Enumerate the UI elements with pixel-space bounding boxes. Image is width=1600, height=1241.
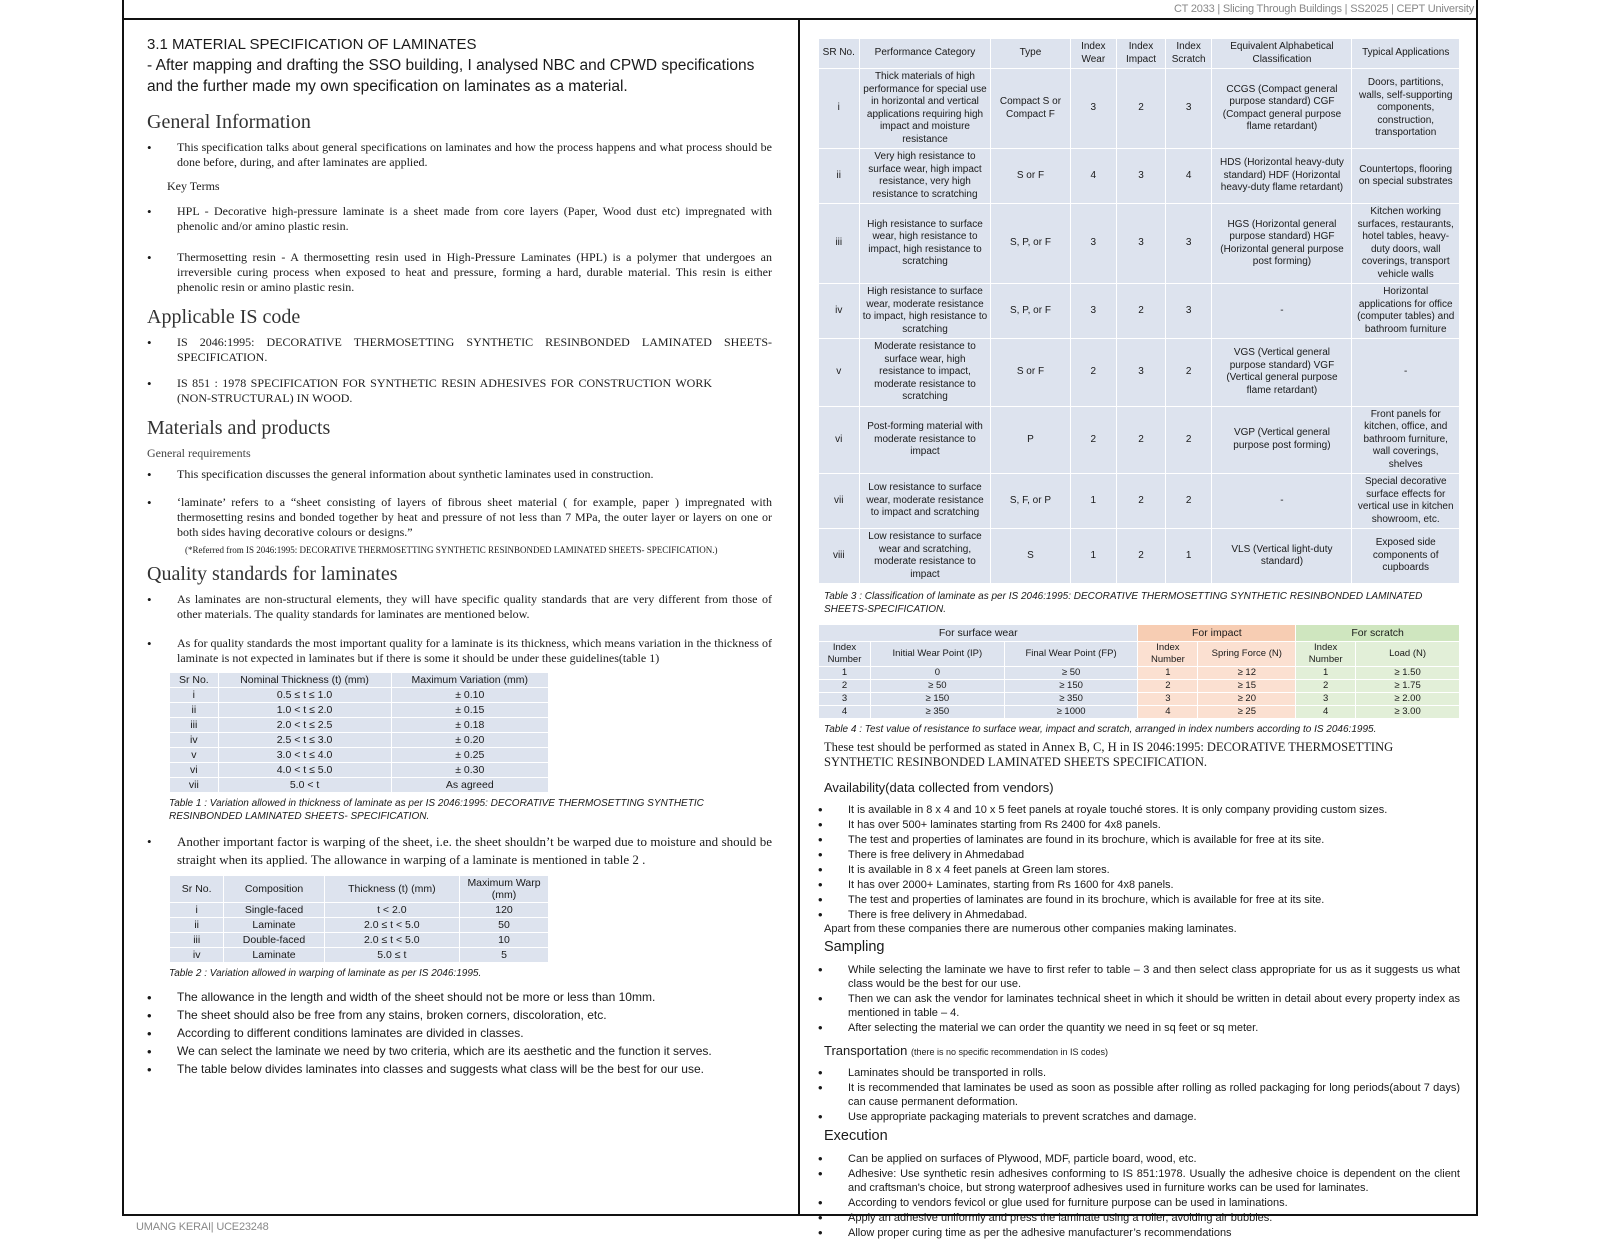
table-cell: 3	[1117, 339, 1166, 407]
table-cell: 3	[1070, 204, 1117, 284]
table-cell: -	[1212, 474, 1352, 529]
table-cell: 5	[460, 948, 549, 963]
table-cell: VLS (Vertical light-duty standard)	[1212, 529, 1352, 584]
table-cell: VGS (Vertical general purpose standard) VGF (Vertical general purpose flame retardant)	[1212, 339, 1352, 407]
table-cell: Compact S or Compact F	[991, 69, 1070, 149]
table-cell: ≥ 150	[1004, 680, 1138, 693]
list-item: • The test and properties of laminates are found in its brochure, which is available for free at its site.	[818, 833, 1460, 847]
table-cell: ≥ 350	[870, 706, 1004, 719]
table-row	[819, 149, 1460, 204]
table-cell: ≥ 1.75	[1356, 680, 1460, 693]
table-cell: vi	[819, 406, 860, 474]
table-cell: Moderate resistance to surface wear, high resistance to impact, moderate resistance to scratching	[859, 339, 991, 407]
column-header: Performance Category	[859, 39, 991, 69]
column-header: Final Wear Point (FP)	[1004, 642, 1138, 667]
table-cell: 2.5 < t ≤ 3.0	[218, 733, 391, 748]
warp-table	[169, 875, 549, 963]
table-cell: 4	[1138, 706, 1198, 719]
table-cell: HGS (Horizontal general purpose standard) HGF (Horizontal general purpose post forming)	[1212, 204, 1352, 284]
list-item: • The test and properties of laminates are found in its brochure, which is available for free at its site.	[818, 893, 1460, 907]
list-item: • The allowance in the length and width of the sheet should not be more or less than 10mm.	[147, 990, 772, 1005]
table-cell: viii	[819, 529, 860, 584]
table-cell: 2	[1165, 474, 1212, 529]
table-cell: 1	[1070, 529, 1117, 584]
column-header: Maximum Variation (mm)	[391, 673, 549, 688]
table-cell: iii	[170, 933, 224, 948]
table-cell: 2	[1070, 406, 1117, 474]
table-row	[170, 903, 549, 918]
list-item: • The sheet should also be free from any stains, broken corners, discoloration, etc.	[147, 1008, 772, 1023]
table-cell: 3	[1165, 204, 1212, 284]
page-title: 3.1 MATERIAL SPECIFICATION OF LAMINATES	[147, 36, 477, 53]
table-cell: Post-forming material with moderate resistance to impact	[859, 406, 991, 474]
table-cell: 2	[1165, 406, 1212, 474]
execution-heading: Execution	[824, 1128, 888, 1144]
table-row	[170, 718, 549, 733]
column-header: Composition	[224, 876, 324, 903]
table-cell: vii	[819, 474, 860, 529]
group-header: For surface wear	[819, 625, 1138, 642]
table-cell: 3	[1296, 693, 1356, 706]
table-cell: S, F, or P	[991, 474, 1070, 529]
table-cell: Single-faced	[224, 903, 324, 918]
general-info-list	[147, 140, 772, 170]
table-cell: Thick materials of high performance for special use in horizontal and vertical applications requiring high impact and moisture resistance	[859, 69, 991, 149]
table-group-header-row	[819, 625, 1460, 642]
table-cell: Front panels for kitchen, office, and bathroom furniture, wall coverings, shelves	[1352, 406, 1460, 474]
table-cell: i	[170, 903, 224, 918]
table-cell: Exposed side components of cupboards	[1352, 529, 1460, 584]
key-terms-label: Key Terms	[167, 179, 220, 193]
list-item: • It is available in 8 x 4 and 10 x 5 feet panels at royale touché stores. It is only company providing custom sizes.	[818, 803, 1460, 817]
list-item: • ‘laminate’ refers to a “sheet consisting of layers of fibrous sheet material ( for example, paper ) impregnated with thermosetting resins and bonded together by heat and pressure of not less than 7 MPa, the outer layer or layers on one or both sides having decorative colours or designs.”	[147, 495, 772, 540]
column-header: Sr No.	[170, 673, 219, 688]
table1-caption: Table 1 : Variation allowed in thickness of laminate as per IS 2046:1995: DECORATIVE THERMOSETTING SYNTHETIC RESINBONDED LAMINATED SHEETS- SPECIFICATION.	[169, 798, 704, 822]
table-cell: ≥ 1.50	[1356, 667, 1460, 680]
table-cell: Laminate	[224, 948, 324, 963]
table-cell: High resistance to surface wear, high resistance to impact, high resistance to scratching	[859, 204, 991, 284]
table-cell: ≥ 12	[1198, 667, 1296, 680]
table-row	[819, 284, 1460, 339]
table-cell: ≥ 3.00	[1356, 706, 1460, 719]
table-cell: ± 0.18	[391, 718, 549, 733]
table-row	[819, 693, 1460, 706]
table-cell: t < 2.0	[324, 903, 459, 918]
table-cell: 1	[1296, 667, 1356, 680]
page-header: CT 2033 | Slicing Through Buildings | SS2025 | CEPT University	[1173, 3, 1474, 15]
warp-list	[147, 833, 772, 869]
availability-heading: Availability(data collected from vendors)	[824, 780, 1054, 795]
group-header: For scratch	[1296, 625, 1460, 642]
table-cell: ii	[170, 703, 219, 718]
table-cell: 4	[1296, 706, 1356, 719]
list-item: • Adhesive: Use synthetic resin adhesives conforming to IS 851:1978. Usually the adhesive choice is dependent on the client and craftsman's choice, but strong waterproof adhesives used in furniture works can be used for laminates.	[818, 1167, 1460, 1195]
table-row	[170, 763, 549, 778]
column-header: Type	[991, 39, 1070, 69]
table-row	[819, 69, 1460, 149]
column-header: Index Number	[1296, 642, 1356, 667]
left-column	[147, 36, 772, 1080]
table-cell: 3.0 < t ≤ 4.0	[218, 748, 391, 763]
column-header: Nominal Thickness (t) (mm)	[218, 673, 391, 688]
table-cell: ± 0.10	[391, 688, 549, 703]
is-code-heading: Applicable IS code	[147, 306, 301, 328]
table-cell: i	[819, 69, 860, 149]
list-item: • According to different conditions laminates are divided in classes.	[147, 1026, 772, 1041]
thickness-table	[169, 672, 549, 793]
table2-caption: Table 2 : Variation allowed in warping of laminate as per IS 2046:1995.	[169, 968, 482, 979]
table-cell: Horizontal applications for office (computer tables) and bathroom furniture	[1352, 284, 1460, 339]
table-cell: ≥ 15	[1198, 680, 1296, 693]
quality-list	[147, 592, 772, 666]
list-item: • It is recommended that laminates be used as soon as possible after rolling as rolled packaging for long periods(about 7 days) can cause permanent deformation.	[818, 1081, 1460, 1109]
list-item: • It has over 500+ laminates starting from Rs 2400 for 4x8 panels.	[818, 818, 1460, 832]
table-cell: 5.0 < t	[218, 778, 391, 793]
table-cell: Countertops, flooring on special substrates	[1352, 149, 1460, 204]
table-cell: ≥ 50	[1004, 667, 1138, 680]
column-header: Index Wear	[1070, 39, 1117, 69]
list-item: • There is free delivery in Ahmedabad.	[818, 908, 1460, 922]
table-cell: iv	[819, 284, 860, 339]
table3-caption: Table 3 : Classification of laminate as per IS 2046:1995: DECORATIVE THERMOSETTING SYNTHETIC RESINBONDED LAMINATED SHEETS-SPECIFICATION.	[824, 591, 1423, 615]
table-cell: vi	[170, 763, 219, 778]
table-cell: v	[819, 339, 860, 407]
table-cell: 1.0 < t ≤ 2.0	[218, 703, 391, 718]
list-item: • The table below divides laminates into classes and suggests what class will be the best for our use.	[147, 1062, 772, 1077]
table-cell: ≥ 20	[1198, 693, 1296, 706]
table-cell: ± 0.20	[391, 733, 549, 748]
table-cell: 3	[819, 693, 871, 706]
table-row	[819, 667, 1460, 680]
table-cell: 3	[1070, 69, 1117, 149]
table-cell: 3	[1117, 204, 1166, 284]
table-cell: 3	[1117, 149, 1166, 204]
table-cell: 2.0 ≤ t < 5.0	[324, 933, 459, 948]
table-cell: 2	[1138, 680, 1198, 693]
table-cell: 4	[1165, 149, 1212, 204]
table-row	[170, 778, 549, 793]
table-row	[819, 529, 1460, 584]
table-row	[170, 918, 549, 933]
table-row	[170, 948, 549, 963]
table-cell: 3	[1165, 284, 1212, 339]
table-cell: -	[1212, 284, 1352, 339]
table-cell: Low resistance to surface wear and scratching, moderate resistance to impact	[859, 529, 991, 584]
table-cell: iv	[170, 733, 219, 748]
table-row	[819, 339, 1460, 407]
table-cell: 4	[819, 706, 871, 719]
table-cell: P	[991, 406, 1070, 474]
column-header: Index Impact	[1117, 39, 1166, 69]
list-item: • Can be applied on surfaces of Plywood, MDF, particle board, wood, etc.	[818, 1152, 1460, 1166]
table-cell: v	[170, 748, 219, 763]
sampling-heading: Sampling	[824, 939, 885, 955]
column-header: Index Number	[819, 642, 871, 667]
table4-caption: Table 4 : Test value of resistance to surface wear, impact and scratch, arranged in index numbers according to IS 2046:1995.	[824, 724, 1377, 735]
materials-list	[147, 467, 772, 540]
table-cell: ≥ 150	[870, 693, 1004, 706]
table-cell: 1	[1070, 474, 1117, 529]
test-values-table	[818, 624, 1460, 719]
quality-heading: Quality standards for laminates	[147, 563, 398, 585]
table-row	[170, 748, 549, 763]
table-cell: CCGS (Compact general purpose standard) CGF (Compact general purpose flame retardant)	[1212, 69, 1352, 149]
list-item: • This specification discusses the general information about synthetic laminates used in construction.	[147, 467, 772, 482]
right-column	[818, 38, 1460, 1241]
table-cell: 2	[1296, 680, 1356, 693]
table-cell: Double-faced	[224, 933, 324, 948]
column-header: Equivalent Alphabetical Classification	[1212, 39, 1352, 69]
list-item: • There is free delivery in Ahmedabad	[818, 848, 1460, 862]
table-cell: 2	[1117, 284, 1166, 339]
test-note: These test should be performed as stated in Annex B, C, H in IS 2046:1995: DECORATIVE THERMOSETTING SYNTHETIC RESINBONDED LAMINATED SHEETS SPECIFICATION.	[824, 740, 1394, 769]
table-cell: 2	[819, 680, 871, 693]
transportation-heading	[824, 1043, 1460, 1058]
execution-list	[818, 1152, 1460, 1240]
table-cell: iii	[170, 718, 219, 733]
table-cell: VGP (Vertical general purpose post forming)	[1212, 406, 1352, 474]
table-cell: S or F	[991, 339, 1070, 407]
table-cell: Doors, partitions, walls, self-supporting components, construction, transportation	[1352, 69, 1460, 149]
list-item: • Apply an adhesive uniformly and press the laminate using a roller, avoiding air bubbles.	[818, 1211, 1460, 1225]
column-header: Typical Applications	[1352, 39, 1460, 69]
transportation-list	[818, 1066, 1460, 1124]
table-header-row	[170, 673, 549, 688]
table-cell: S or F	[991, 149, 1070, 204]
column-header: Load (N)	[1356, 642, 1460, 667]
intro-text: - After mapping and drafting the SSO building, I analysed NBC and CPWD specifications and the further made my own specification on laminates as a material.	[147, 57, 755, 95]
table-cell: 2.0 ≤ t < 5.0	[324, 918, 459, 933]
table-cell: Very high resistance to surface wear, high impact resistance, very high resistance to scratching	[859, 149, 991, 204]
table-cell: S	[991, 529, 1070, 584]
column-divider	[798, 18, 800, 1216]
table-cell: ± 0.30	[391, 763, 549, 778]
table-cell: -	[1352, 339, 1460, 407]
list-item: • It has over 2000+ Laminates, starting from Rs 1600 for 4x8 panels.	[818, 878, 1460, 892]
column-header: Initial Wear Point (IP)	[870, 642, 1004, 667]
table-cell: 120	[460, 903, 549, 918]
list-item: • As laminates are non-structural elements, they will have specific quality standards that are very different from those of other materials. The quality standards for laminates are mentioned below.	[147, 592, 772, 622]
table-cell: vii	[170, 778, 219, 793]
table-header-row	[819, 642, 1460, 667]
column-header: Maximum Warp (mm)	[460, 876, 549, 903]
classification-table	[818, 38, 1460, 584]
table-cell: 4	[1070, 149, 1117, 204]
list-item: • Another important factor is warping of the sheet, i.e. the sheet shouldn’t be warped due to moisture and should be straight when its applied. The allowance in warping of a laminate is mentioned in table 2 .	[147, 833, 772, 869]
table-cell: 2	[1117, 406, 1166, 474]
table-row	[170, 703, 549, 718]
table-cell: 0.5 ≤ t ≤ 1.0	[218, 688, 391, 703]
reference-note: (*Referred from IS 2046:1995: DECORATIVE THERMOSETTING SYNTHETIC RESINBONDED LAMINATED SHEETS- SPECIFICATION.)	[185, 545, 718, 555]
column-header: Spring Force (N)	[1198, 642, 1296, 667]
table-cell: ± 0.25	[391, 748, 549, 763]
table-header-row	[819, 39, 1460, 69]
availability-note: Apart from these companies there are numerous other companies making laminates.	[824, 923, 1237, 935]
table-cell: 2	[1117, 474, 1166, 529]
group-header: For impact	[1138, 625, 1296, 642]
table-cell: 4.0 < t ≤ 5.0	[218, 763, 391, 778]
table-cell: 5.0 ≤ t	[324, 948, 459, 963]
table-cell: As agreed	[391, 778, 549, 793]
table-cell: ≥ 350	[1004, 693, 1138, 706]
table-cell: ≥ 1000	[1004, 706, 1138, 719]
list-item: • IS 2046:1995: DECORATIVE THERMOSETTING SYNTHETIC RESINBONDED LAMINATED SHEETS- SPECIFICATION.	[147, 335, 772, 365]
transportation-title: Transportation	[824, 1043, 908, 1058]
table-cell: ii	[819, 149, 860, 204]
column-header: Thickness (t) (mm)	[324, 876, 459, 903]
list-item: • Then we can ask the vendor for laminates technical sheet in which it should be written in detail about every property index as mentioned in table – 4.	[818, 992, 1460, 1020]
table-row	[170, 733, 549, 748]
table-cell: S, P, or F	[991, 204, 1070, 284]
general-info-heading: General Information	[147, 111, 311, 133]
table-row	[819, 706, 1460, 719]
column-header: SR No.	[819, 39, 860, 69]
list-item: • After selecting the material we can order the quantity we need in sq feet or sq meter.	[818, 1021, 1460, 1035]
table-row	[819, 406, 1460, 474]
table-cell: 2	[1165, 339, 1212, 407]
column-header: Index Scratch	[1165, 39, 1212, 69]
table-cell: ≥ 25	[1198, 706, 1296, 719]
list-item: • According to vendors fevicol or glue used for furniture purpose can be used in laminations.	[818, 1196, 1460, 1210]
list-item: • Allow proper curing time as per the adhesive manufacturer’s recommendations	[818, 1226, 1460, 1240]
table-cell: ii	[170, 918, 224, 933]
table-row	[170, 688, 549, 703]
table-cell: ≥ 2.00	[1356, 693, 1460, 706]
table-cell: Special decorative surface effects for vertical use in kitchen showroom, etc.	[1352, 474, 1460, 529]
table-row	[819, 204, 1460, 284]
table-cell: 3	[1070, 284, 1117, 339]
table-row	[819, 474, 1460, 529]
table-cell: ± 0.15	[391, 703, 549, 718]
list-item: • This specification talks about general specifications on laminates and how the process happens and what process should be done before, during, and after laminates are applied.	[147, 140, 772, 170]
is-code-list	[147, 335, 772, 406]
column-header: Index Number	[1138, 642, 1198, 667]
list-item: • Thermosetting resin - A thermosetting resin used in High-Pressure Laminates (HPL) is a polymer that undergoes an irreversible curing process when exposed to heat and pressure, forming a hard, durable material. This resin is either phenolic resin or amino plastic resin.	[147, 250, 772, 295]
table-cell: 1	[1165, 529, 1212, 584]
sampling-list	[818, 963, 1460, 1035]
key-terms-list	[147, 204, 772, 295]
table-cell: 3	[1138, 693, 1198, 706]
list-item: • While selecting the laminate we have to first refer to table – 3 and then select class appropriate for us as it suggests us what class would be the best for our use.	[818, 963, 1460, 991]
table-cell: 2	[1117, 529, 1166, 584]
list-item: • As for quality standards the most important quality for a laminate is its thickness, which means variation in the thickness of laminate is not expected in laminates but if there is some it should be under these guidelines(table 1)	[147, 636, 772, 666]
list-item: • HPL - Decorative high-pressure laminate is a sheet made from core layers (Paper, Wood dust etc) impregnated with phenolic and/or amino plastic resin.	[147, 204, 772, 234]
transportation-note: (there is no specific recommendation in IS codes)	[910, 1047, 1109, 1057]
table-cell: iii	[819, 204, 860, 284]
table-cell: HDS (Horizontal heavy-duty standard) HDF (Horizontal heavy-duty flame retardant)	[1212, 149, 1352, 204]
table-cell: Low resistance to surface wear, moderate resistance to impact and scratching	[859, 474, 991, 529]
table-cell: 10	[460, 933, 549, 948]
table-cell: 0	[870, 667, 1004, 680]
list-item: • We can select the laminate we need by two criteria, which are its aesthetic and the function it serves.	[147, 1044, 772, 1059]
table-cell: High resistance to surface wear, moderate resistance to impact, high resistance to scratching	[859, 284, 991, 339]
table-row	[819, 680, 1460, 693]
list-item: • Use appropriate packaging materials to prevent scratches and damage.	[818, 1110, 1460, 1124]
table-cell: 2.0 < t ≤ 2.5	[218, 718, 391, 733]
table-cell: Kitchen working surfaces, restaurants, hotel tables, heavy-duty doors, wall coverings, transport vehicle walls	[1352, 204, 1460, 284]
list-item: • It is available in 8 x 4 feet panels at Green lam stores.	[818, 863, 1460, 877]
table-cell: 2	[1117, 69, 1166, 149]
table-cell: ≥ 50	[870, 680, 1004, 693]
materials-heading: Materials and products	[147, 417, 331, 439]
table-cell: 50	[460, 918, 549, 933]
table-cell: 3	[1165, 69, 1212, 149]
table-header-row	[170, 876, 549, 903]
table-cell: S, P, or F	[991, 284, 1070, 339]
table-cell: 1	[819, 667, 871, 680]
column-header: Sr No.	[170, 876, 224, 903]
availability-list	[818, 803, 1460, 922]
final-quality-list	[147, 990, 772, 1077]
table-cell: 2	[1070, 339, 1117, 407]
general-requirements-heading: General requirements	[147, 446, 251, 460]
table-cell: 1	[1138, 667, 1198, 680]
table-cell: i	[170, 688, 219, 703]
list-item: • Laminates should be transported in rolls.	[818, 1066, 1460, 1080]
list-item: • IS 851 : 1978 SPECIFICATION FOR SYNTHETIC RESIN ADHESIVES FOR CONSTRUCTION WORK (NON-STRUCTURAL) IN WOOD.	[147, 376, 772, 406]
table-cell: Laminate	[224, 918, 324, 933]
table-cell: iv	[170, 948, 224, 963]
page-footer: UMANG KERAI| UCE23248	[136, 1221, 269, 1233]
table-row	[170, 933, 549, 948]
